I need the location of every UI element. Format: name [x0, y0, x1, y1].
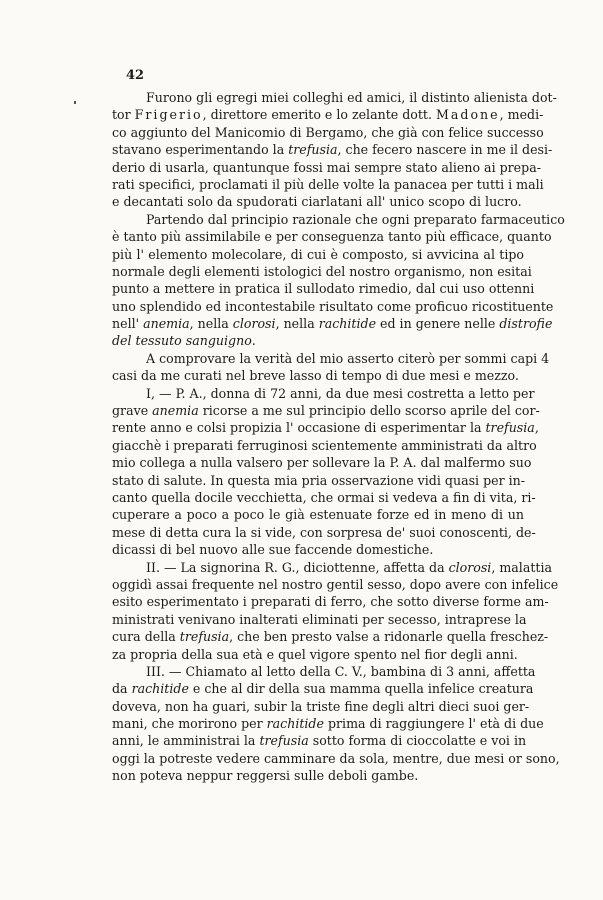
text-run: II. — La signorina R. G., diciottenne, affetta da: [146, 559, 449, 575]
text-run: , che ben presto valse a ridonarle quella freschez-: [229, 629, 549, 645]
text-line: [112, 367, 524, 384]
text-line: [112, 263, 532, 280]
text-run: , nella: [189, 316, 233, 332]
text-line: [112, 472, 524, 489]
italic-term: anemia: [143, 316, 190, 332]
text-line: [112, 541, 524, 558]
text-line: [112, 332, 524, 349]
body-text: [112, 89, 565, 785]
text-line: [112, 280, 535, 297]
text-line: [112, 454, 532, 471]
text-run: e decantati solo da spudorati ciarlatani all' unico scopo di lucro.: [112, 194, 522, 210]
text-line: [112, 89, 557, 106]
text-line: [112, 506, 524, 523]
text-run: mani, che morirono per: [112, 716, 267, 732]
italic-term: clorosi: [448, 559, 492, 575]
text-line: [112, 732, 527, 749]
italic-term: rachitide: [318, 316, 377, 332]
paragraph: [112, 350, 550, 385]
text-run: Partendo dal principio razionale che ogni preparato farmaceutico: [146, 211, 565, 227]
text-run: rati specifici, proclamati il più delle volte la panacea per tutti i mali: [112, 176, 544, 192]
text-run: , che fecero nascere in me il desi-: [337, 142, 553, 158]
paragraph: [112, 211, 565, 350]
text-line: [112, 663, 536, 680]
text-run: A comprovare la verità del mio asserto citerò per sommi capi 4: [146, 350, 550, 366]
text-run: doveva, non ha guari, subir la triste fine degli altri dieci suoi ger-: [112, 698, 530, 714]
text-line: [112, 106, 544, 123]
italic-term: distrofie: [499, 316, 553, 332]
text-line: [112, 419, 539, 436]
italic-term: trefusia: [179, 629, 230, 645]
text-run: , malattia: [491, 559, 552, 575]
text-line: [112, 698, 530, 715]
text-run: III. — Chiamato al letto della C. V., bambina di 3 anni, affetta: [146, 663, 536, 679]
text-line: [112, 646, 524, 663]
text-run: mese di detta cura la si vide, con sorpresa de' suoi conoscenti, de-: [112, 524, 536, 540]
text-run: stato di salute. In questa mia pria osservazione vidi quasi per in-: [112, 472, 526, 488]
text-run: oggidì assai frequente nel nostro gentil sesso, dopo avere con infelice: [112, 576, 559, 592]
text-line: [112, 611, 527, 628]
text-run: più l' elemento molecolare, di cui è composto, si avvicina al tipo: [112, 246, 524, 262]
paragraph: [112, 385, 540, 559]
text-run: , nella: [275, 316, 319, 332]
text-run: giacchè i preparati ferruginosi scientemente amministrati da altro: [112, 437, 537, 453]
text-run: I, — P. A., donna di 72 anni, da due mesi costretta a letto per: [146, 385, 535, 401]
text-run: ed in genere nelle: [376, 316, 500, 332]
text-line: [112, 524, 536, 541]
text-line: [112, 124, 544, 141]
page-number: 42: [126, 68, 145, 83]
text-run: Furono gli egregi miei colleghi ed amici, il distinto alienista dot-: [146, 90, 557, 105]
italic-term: rachitide: [266, 716, 324, 732]
italic-term: clorosi: [232, 316, 276, 332]
text-run: ricorse a me sul principio dello scorso aprile del cor-: [198, 403, 540, 419]
text-run: dicassi di bel nuovo alle sue faccende domestiche.: [112, 542, 434, 558]
text-run: .: [251, 333, 256, 349]
text-run: , medi-: [499, 107, 544, 123]
text-run: non poteva neppur reggersi sulle deboli gambe.: [112, 768, 419, 784]
text-run: co aggiunto del Manicomio di Bergamo, che già con felice successo: [112, 124, 544, 140]
text-line: [112, 750, 560, 767]
spaced-name: Madone: [436, 107, 500, 123]
text-run: , direttore emerito e lo zelante dott.: [202, 107, 436, 123]
text-line: [112, 715, 544, 732]
margin-mark: [74, 101, 76, 104]
text-run: esito esperimentato i preparati di ferro, che sotto diverse forme am-: [112, 594, 549, 610]
text-line: [112, 593, 549, 610]
text-run: canto quella docile vecchietta, che ormai si vedeva a fin di vita, ri-: [112, 489, 536, 505]
text-run: nell': [112, 316, 144, 332]
text-run: grave: [112, 403, 153, 419]
text-line: [112, 141, 553, 158]
paragraph: [112, 89, 557, 211]
text-line: [112, 767, 524, 784]
paragraph: [112, 559, 559, 663]
text-line: [112, 437, 537, 454]
italic-term: trefusia: [485, 420, 535, 436]
italic-term: trefusia: [259, 733, 309, 749]
text-run: uno splendido ed incontestabile risultato come proficuo ricostituente: [112, 298, 554, 314]
text-line: [112, 680, 534, 697]
text-run: anni, le amministrai la: [112, 733, 260, 749]
text-line: [112, 228, 552, 245]
text-run: tor: [112, 107, 135, 123]
text-run: cura della: [112, 629, 180, 645]
text-line: [112, 628, 549, 645]
text-run: ministrati venivano inalterati eliminati per secesso, intraprese la: [112, 611, 527, 627]
text-line: [112, 298, 554, 315]
text-run: cuperare a poco a poco le già estenuate forze ed in meno di un: [112, 507, 524, 523]
text-run: rente anno e colsi propizia l' occasione di esperimentar la: [112, 420, 486, 436]
text-line: [112, 385, 535, 402]
italic-term: trefusia: [288, 142, 338, 158]
text-run: derio di usarla, quantunque fossi mai sempre stato alieno ai prepa-: [112, 159, 541, 175]
text-line: [112, 159, 541, 176]
text-line: [112, 350, 550, 367]
text-run: oggi la potreste vedere camminare da sola, mentre, due mesi or sono,: [112, 750, 560, 766]
paragraph: [112, 663, 560, 785]
text-line: [112, 211, 565, 228]
text-line: [112, 246, 524, 263]
text-line: [112, 559, 552, 576]
text-run: punto a mettere in pratica il sullodato rimedio, dal cui uso ottenni: [112, 281, 535, 297]
text-run: prima di raggiungere l' età di due: [323, 716, 544, 732]
text-run: stavano esperimentando la: [112, 142, 289, 158]
text-run: normale degli elementi istologici del nostro organismo, non esitai: [112, 263, 532, 279]
italic-term: rachitide: [131, 681, 189, 697]
text-run: casi da me curati nel breve lasso di tempo di due mesi e mezzo.: [112, 368, 519, 384]
text-line: [112, 315, 553, 332]
text-run: è tanto più assimilabile e per conseguenza tanto più efficace, quanto: [112, 229, 552, 245]
text-line: [112, 489, 536, 506]
text-run: za propria della sua età e quel vigore spento nel fior degli anni.: [112, 646, 518, 662]
text-line: [112, 176, 544, 193]
text-run: mio collega a nulla valsero per sollevare la P. A. dal malfermo suo: [112, 455, 532, 471]
text-line: [112, 402, 540, 419]
text-line: [112, 193, 524, 210]
italic-term: del tessuto sanguigno: [112, 333, 252, 349]
text-run: e che al dir della sua mamma quella infelice creatura: [188, 681, 534, 697]
text-run: da: [112, 681, 132, 697]
text-run: ,: [534, 420, 539, 436]
text-run: sotto forma di cioccolatte e voi in: [308, 733, 527, 749]
text-line: [112, 576, 559, 593]
spaced-name: Frigerio: [134, 107, 203, 123]
italic-term: anemia: [152, 403, 199, 419]
